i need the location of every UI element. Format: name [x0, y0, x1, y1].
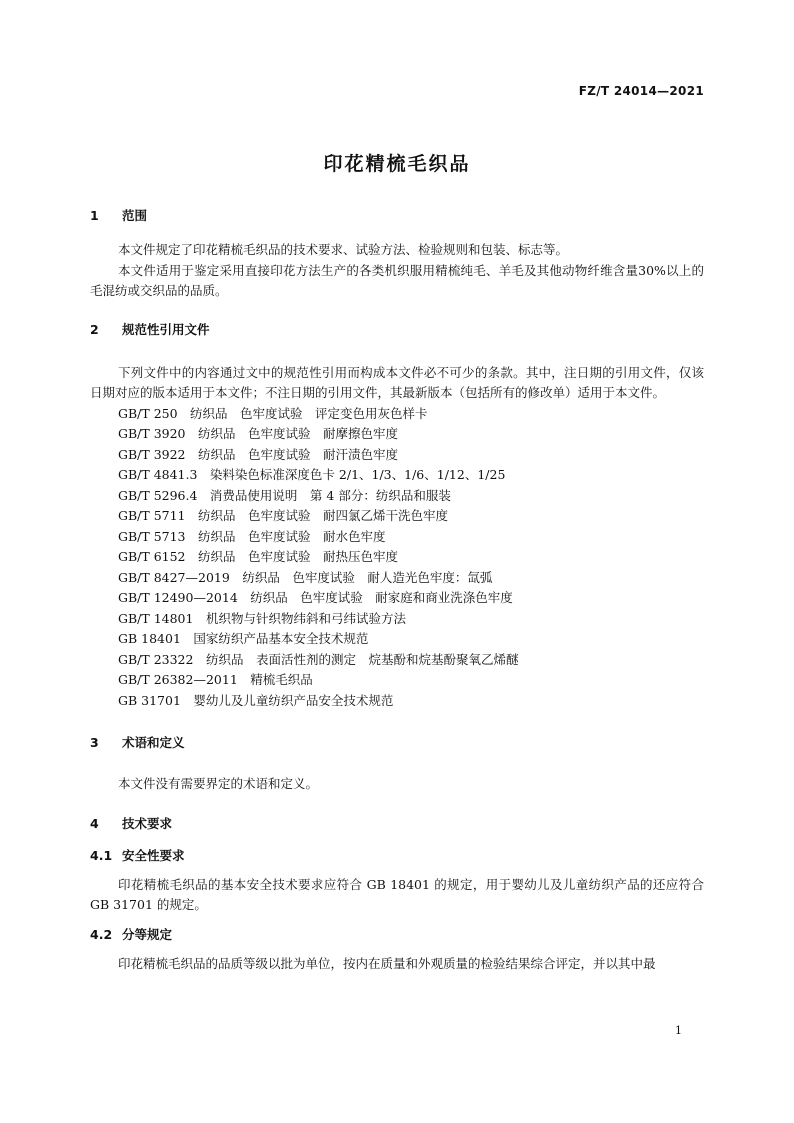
reference-item: GB/T 6152 纺织品 色牢度试验 耐热压色牢度: [118, 549, 399, 564]
page-number: 1: [675, 1024, 682, 1037]
section-number: 4.2: [90, 926, 113, 942]
paragraph: 本文件规定了印花精梳毛织品的技术要求、试验方法、检验规则和包装、标志等。: [118, 242, 569, 257]
subsection-4-1-heading: [90, 846, 704, 866]
reference-item: GB/T 8427—2019 纺织品 色牢度试验 耐人造光色牢度：氙弧: [118, 569, 493, 585]
section-number: 2: [90, 321, 99, 337]
document-title: 印花精梳毛织品: [323, 153, 471, 175]
reference-item: GB/T 14801 机织物与针织物纬斜和弓纬试验方法: [118, 610, 406, 626]
paragraph: 下列文件中的内容通过文中的规范性引用而构成本文件必不可少的条款。其中，注日期的引用文件，仅该日期对应的版本适用于本文件；不注日期的引用文件，其最新版本（包括所有的修改单）适用于本文件。: [90, 364, 704, 400]
reference-list: [90, 404, 704, 712]
section-1-heading: [90, 206, 704, 226]
document-body: [90, 206, 704, 974]
reference-item: GB/T 5711 纺织品 色牢度试验 耐四氯乙烯干洗色牢度: [118, 508, 449, 523]
section-title: 术语和定义: [122, 735, 185, 750]
paragraph: 印花精梳毛织品的基本安全技术要求应符合 GB 18401 的规定，用于婴幼儿及儿童纺织产品的还应符合 GB 31701 的规定。: [90, 876, 704, 912]
section-title: 范围: [122, 208, 148, 223]
reference-item: GB/T 26382—2011 精梳毛织品: [118, 672, 313, 687]
reference-item: GB/T 3922 纺织品 色牢度试验 耐汗渍色牢度: [118, 446, 399, 462]
standard-number: FZ/T 24014—2021: [578, 84, 704, 98]
paragraph: 本文件没有需要界定的术语和定义。: [118, 776, 319, 791]
paragraph: 印花精梳毛织品的品质等级以批为单位，按内在质量和外观质量的检验结果综合评定，并以其中最: [118, 955, 656, 971]
section-number: 3: [90, 735, 99, 750]
section-number: 4.1: [90, 847, 113, 863]
reference-item: GB/T 4841.3 染料染色标准深度色卡 2/1、1/3、1/6、1/12、1/25: [118, 467, 506, 482]
reference-item: GB/T 23322 纺织品 表面活性剂的测定 烷基酚和烷基酚聚氧乙烯醚: [118, 651, 519, 667]
reference-item: GB/T 250 纺织品 色牢度试验 评定变色用灰色样卡: [118, 405, 428, 421]
reference-item: GB 18401 国家纺织产品基本安全技术规范: [118, 631, 369, 646]
section-title: 规范性引用文件: [122, 321, 210, 337]
reference-item: GB 31701 婴幼儿及儿童纺织产品安全技术规范: [118, 692, 394, 708]
section-number: 4: [90, 815, 99, 831]
section-number: 1: [90, 208, 99, 223]
paragraph: 本文件适用于鉴定采用直接印花方法生产的各类机织服用精梳纯毛、羊毛及其他动物纤维含量30%以上的毛混纺或交织品的品质。: [90, 262, 704, 298]
reference-item: GB/T 3920 纺织品 色牢度试验 耐摩擦色牢度: [118, 426, 399, 441]
reference-item: GB/T 5296.4 消费品使用说明 第 4 部分：纺织品和服装: [118, 487, 451, 503]
section-4-heading: [90, 814, 704, 834]
reference-item: GB/T 5713 纺织品 色牢度试验 耐水色牢度: [118, 528, 386, 544]
section-title: 分等规定: [122, 926, 173, 942]
reference-item: GB/T 12490—2014 纺织品 色牢度试验 耐家庭和商业洗涤色牢度: [118, 590, 513, 605]
section-title: 技术要求: [122, 815, 173, 831]
section-title: 安全性要求: [122, 847, 185, 863]
section-3-heading: [90, 733, 704, 753]
subsection-4-2-heading: [90, 925, 704, 945]
section-2-heading: [90, 320, 704, 340]
